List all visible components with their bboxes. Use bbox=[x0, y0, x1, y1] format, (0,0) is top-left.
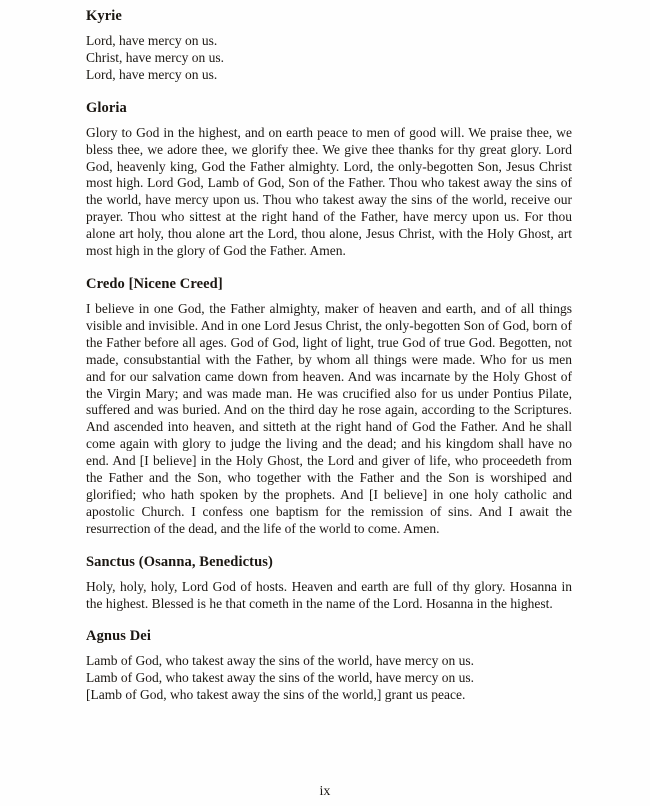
credo-text: I believe in one God, the Father almighty, maker of heaven and earth, and of all things visible and invisible. And in one Lord Jesus Christ, the only-begotten Son of God, born of the Father before all ages. God of God, light of light, true God of true God. Begotten, not made, consubstantial with the Father, by whom all things were made. Who for us men and for our salvation came down from heaven. And was incarnate by the Holy Ghost of the Virgin Mary; and was made man. He was crucified also for us under Pontius Pilate, suffered and was buried. And on the third day he rose again, according to the Scriptures. And ascended into heaven, and sitteth at the right hand of God the Father. And he shall come again with glory to judge the living and the dead; and his kingdom shall have no end. And [I believe] in the Holy Ghost, the Lord and giver of life, who proceedeth from the Father and the Son, who together with the Father and the Son is worshiped and glorified; who hath spoken by the prophets. And [I believe] in one holy catholic and apostolic Church. I confess one baptism for the remission of sins. And I await the resurrection of the dead, and the life of the world to come. Amen. bbox=[86, 300, 572, 536]
kyrie-line-3: Lord, have mercy on us. bbox=[86, 66, 218, 82]
agnus-dei-line-1: Lamb of God, who takest away the sins of the world, have mercy on us. bbox=[86, 653, 475, 669]
kyrie-line-2: Christ, have mercy on us. bbox=[86, 49, 224, 65]
text-column bbox=[86, 8, 572, 720]
sanctus-heading: Sanctus (Osanna, Benedictus) bbox=[86, 553, 273, 570]
section-kyrie bbox=[86, 8, 572, 84]
section-credo bbox=[86, 276, 572, 538]
gloria-text: Glory to God in the highest, and on earth peace to men of good will. We praise thee, we bless thee, we adore thee, we glorify thee. We give thee thanks for thy great glory. Lord God, heavenly king, God the Father almighty. Lord, the only-begotten Son, Jesus Christ most high. Lord God, Lamb of God, Son of the Father. Thou who takest away the sins of the world, have mercy upon us. Thou who takest away the sins of the world, receive our prayer. Thou who sittest at the right hand of the Father, have mercy upon us. For thou alone art holy, thou alone art the Lord, thou alone, Jesus Christ, with the Holy Ghost, art most high in the glory of God the Father. Amen. bbox=[86, 124, 572, 259]
gloria-heading: Gloria bbox=[86, 99, 127, 116]
credo-heading: Credo [Nicene Creed] bbox=[86, 275, 223, 292]
kyrie-heading: Kyrie bbox=[86, 8, 122, 24]
agnus-dei-verse bbox=[86, 653, 572, 704]
page-number: ix bbox=[319, 784, 331, 799]
kyrie-verse bbox=[86, 33, 572, 84]
sanctus-text: Holy, holy, holy, Lord God of hosts. Heaven and earth are full of thy glory. Hosanna in the highest. Blessed is he that cometh in the name of the Lord. Hosanna in the highest. bbox=[86, 578, 572, 611]
agnus-dei-heading: Agnus Dei bbox=[86, 628, 151, 645]
agnus-dei-line-2: Lamb of God, who takest away the sins of the world, have mercy on us. bbox=[86, 670, 475, 686]
section-gloria bbox=[86, 100, 572, 260]
agnus-dei-line-3: [Lamb of God, who takest away the sins of the world,] grant us peace. bbox=[86, 687, 466, 703]
section-agnus-dei bbox=[86, 628, 572, 704]
section-sanctus bbox=[86, 554, 572, 613]
kyrie-line-1: Lord, have mercy on us. bbox=[86, 33, 218, 48]
